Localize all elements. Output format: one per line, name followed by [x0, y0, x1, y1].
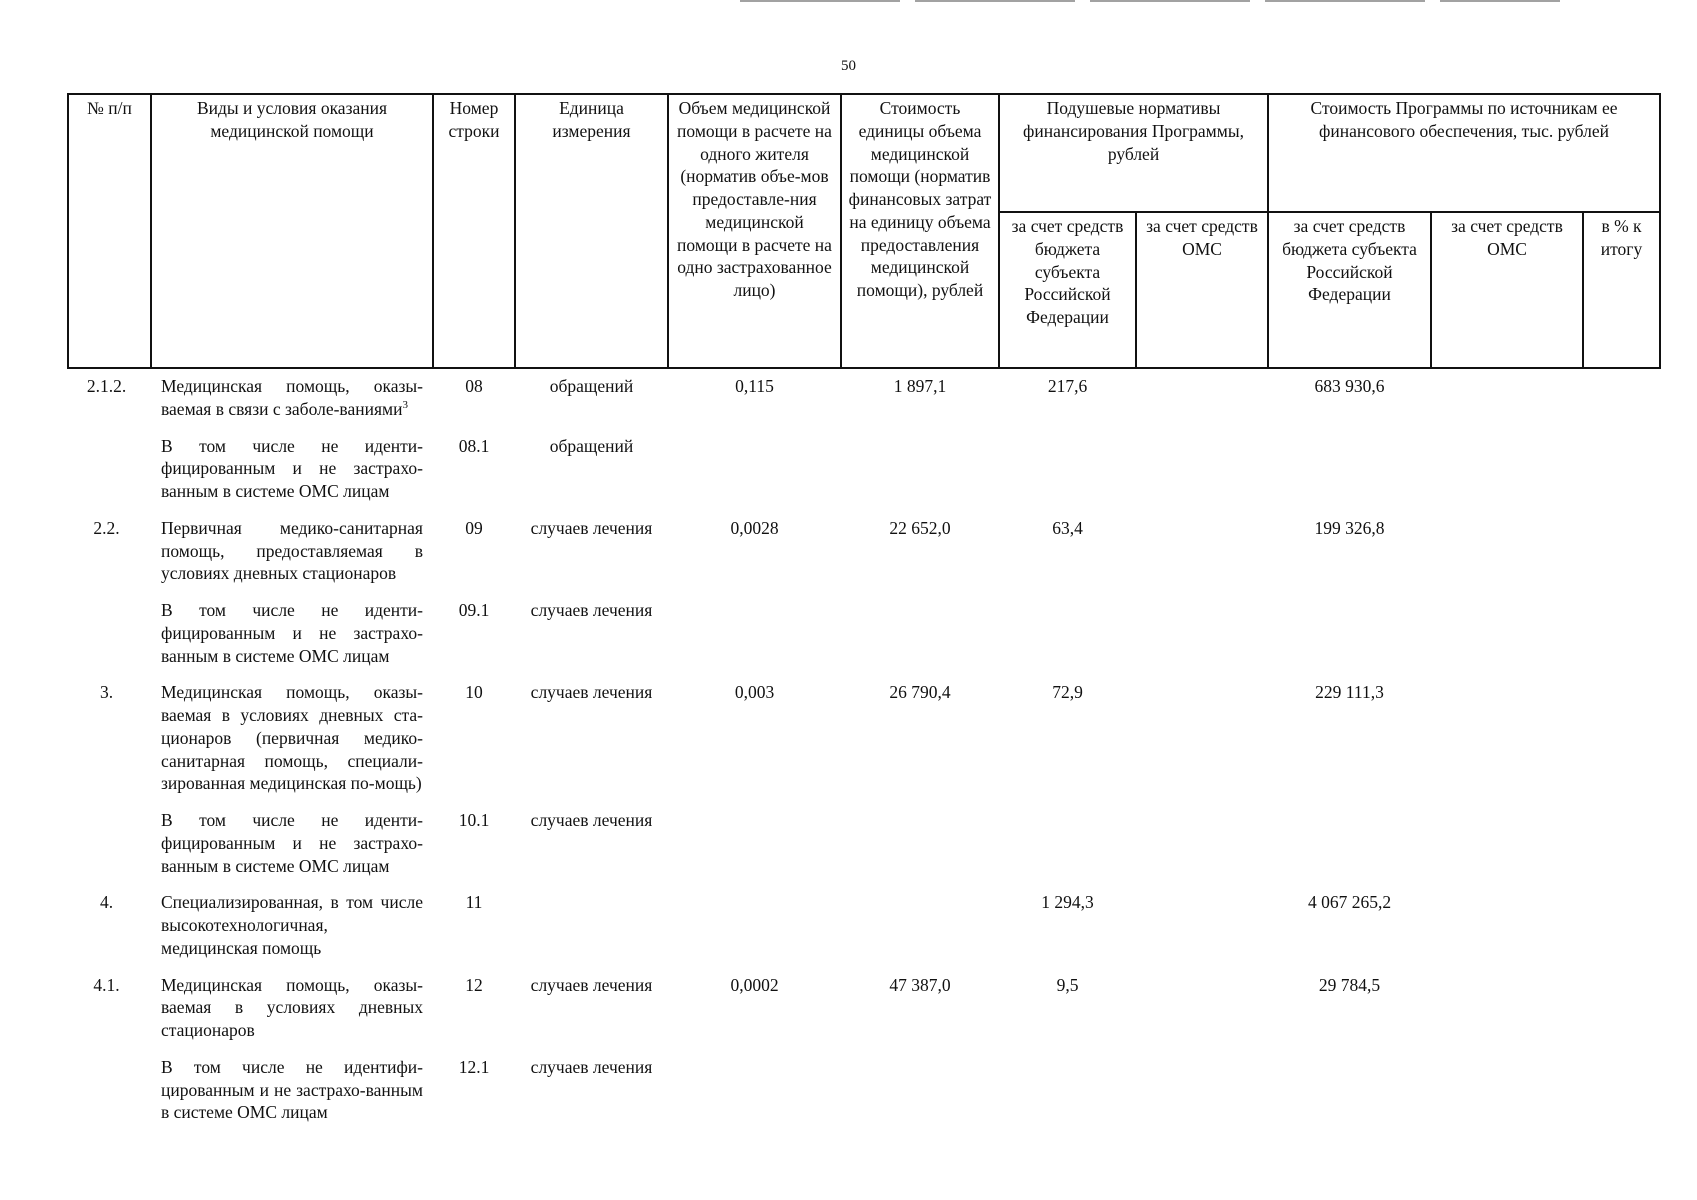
cell-num-text: 4.1.: [93, 974, 120, 995]
cell-prog-budget: [1268, 511, 1431, 593]
cell-pc-budget: [999, 429, 1136, 511]
cell-unit-text: случаев лечения: [530, 810, 653, 830]
cell-volume: [668, 593, 841, 675]
cell-prog-budget: [1268, 968, 1431, 1050]
cell-prog-budget: [1268, 368, 1431, 429]
cell-volume: [668, 429, 841, 511]
cell-cost-text: 26 790,4: [889, 682, 951, 703]
cell-desc: [151, 429, 433, 511]
cell-prog-pct: [1583, 803, 1660, 885]
cell-prog-pct: [1583, 968, 1660, 1050]
cell-desc-text: В том числе не иденти-фицированным и не застрахо-ванным в системе ОМС лицам: [161, 810, 423, 876]
cell-prog-oms: [1431, 368, 1583, 429]
cell-desc: [151, 593, 433, 675]
cell-prog-budget: [1268, 593, 1431, 675]
cell-row-number: [433, 368, 515, 429]
cell-pc-oms: [1136, 675, 1268, 803]
cell-row-number: [433, 511, 515, 593]
cell-pc-budget: [999, 968, 1136, 1050]
cell-cost-text: 1 897,1: [893, 376, 947, 396]
cell-prog-budget: [1268, 675, 1431, 803]
cell-num: [68, 1050, 151, 1132]
cell-desc: [151, 968, 433, 1050]
cell-pc-budget: [999, 675, 1136, 803]
cell-num: [68, 368, 151, 429]
cell-cost-text: 22 652,0: [889, 517, 951, 538]
cell-prog-oms: [1431, 511, 1583, 593]
footnote-marker: 3: [402, 398, 408, 411]
cell-desc: [151, 1050, 433, 1132]
cell-cost: [841, 968, 999, 1050]
header-kind: Виды и условия оказания медицинской помощи: [151, 94, 433, 368]
table-row: [68, 968, 1660, 1050]
cell-prog-oms: [1431, 1050, 1583, 1132]
cell-pc-oms: [1136, 368, 1268, 429]
cell-volume: [668, 968, 841, 1050]
cell-row-number-text: 08: [465, 376, 483, 396]
cell-volume: [668, 1050, 841, 1132]
cell-volume-text: 0,0002: [730, 974, 779, 995]
cell-unit: [515, 429, 668, 511]
cell-num: [68, 593, 151, 675]
cell-pc-budget-text: 9,5: [1056, 974, 1079, 995]
cell-desc-text: В том числе не иденти-фицированным и не застрахо-ванным в системе ОМС лицам: [161, 435, 423, 501]
cell-unit-text: случаев лечения: [530, 1056, 653, 1077]
cell-prog-oms: [1431, 593, 1583, 675]
cell-prog-pct: [1583, 1050, 1660, 1132]
cell-num-text: 2.1.2.: [86, 376, 127, 396]
table-row: [68, 885, 1660, 967]
cell-desc: [151, 803, 433, 885]
header-unit: Единица измерения: [515, 94, 668, 368]
cell-prog-budget: [1268, 803, 1431, 885]
cell-cost: [841, 368, 999, 429]
cell-unit: [515, 1050, 668, 1132]
cell-num: [68, 511, 151, 593]
cell-desc-text: Специализированная, в том числе высокотехнологичная, медицинская помощь: [161, 892, 423, 958]
cell-row-number: [433, 803, 515, 885]
cell-pc-budget-text: 1 294,3: [1041, 892, 1094, 913]
cell-unit-text: случаев лечения: [530, 682, 653, 703]
cell-pc-budget: [999, 803, 1136, 885]
cell-unit: [515, 368, 668, 429]
cell-num-text: 3.: [99, 682, 114, 703]
cell-pc-oms: [1136, 511, 1268, 593]
header-cost-unit: Стоимость единицы объема медицинской помощи (норматив финансовых затрат на единицу объема предоставления медицинской помощи), рублей: [841, 94, 999, 368]
cell-volume: [668, 511, 841, 593]
cell-desc: [151, 885, 433, 967]
cell-unit: [515, 593, 668, 675]
cell-prog-pct: [1583, 675, 1660, 803]
cell-row-number: [433, 885, 515, 967]
cell-prog-budget: [1268, 1050, 1431, 1132]
header-prog-oms: за счет средств ОМС: [1431, 212, 1583, 368]
cell-unit: [515, 675, 668, 803]
cell-desc: [151, 675, 433, 803]
cell-num: [68, 968, 151, 1050]
program-cost-table: [67, 93, 1661, 1132]
cell-unit-text: случаев лечения: [530, 974, 653, 995]
cell-row-number-text: 09: [465, 517, 483, 538]
table-body: [68, 368, 1660, 1132]
table-row: [68, 593, 1660, 675]
cell-desc: [151, 368, 433, 429]
cell-num: [68, 885, 151, 967]
cell-desc-text: Медицинская помощь, оказы-ваемая в условиях дневных стационаров: [161, 974, 423, 1040]
cell-row-number: [433, 968, 515, 1050]
cell-unit: [515, 885, 668, 967]
header-prog-pct: в % к итогу: [1583, 212, 1660, 368]
cell-pc-budget: [999, 511, 1136, 593]
cell-unit: [515, 511, 668, 593]
cell-volume: [668, 803, 841, 885]
cell-prog-budget-text: 29 784,5: [1318, 974, 1381, 995]
cell-row-number: [433, 429, 515, 511]
cell-row-number: [433, 593, 515, 675]
cell-pc-budget: [999, 885, 1136, 967]
cell-prog-budget-text: 199 326,8: [1314, 517, 1385, 538]
cell-num-text: 2.2.: [93, 517, 120, 538]
cell-row-number-text: 12.1: [458, 1056, 490, 1077]
cell-prog-pct: [1583, 511, 1660, 593]
cell-unit-text: случаев лечения: [530, 600, 653, 620]
cell-prog-pct: [1583, 429, 1660, 511]
cell-volume: [668, 368, 841, 429]
cell-cost: [841, 593, 999, 675]
cell-prog-budget: [1268, 885, 1431, 967]
cell-pc-oms: [1136, 429, 1268, 511]
cell-volume: [668, 675, 841, 803]
cell-prog-budget-text: 229 111,3: [1315, 682, 1384, 703]
cell-cost: [841, 511, 999, 593]
cell-prog-budget-text: 4 067 265,2: [1307, 892, 1392, 913]
cell-pc-budget: [999, 593, 1136, 675]
cell-prog-oms: [1431, 429, 1583, 511]
cell-volume: [668, 885, 841, 967]
cell-prog-pct: [1583, 885, 1660, 967]
cell-prog-oms: [1431, 885, 1583, 967]
cell-num-text: 4.: [99, 892, 114, 913]
table-row: [68, 675, 1660, 803]
cell-cost: [841, 675, 999, 803]
header-num: № п/п: [68, 94, 151, 368]
cell-volume-text: 0,003: [734, 682, 775, 703]
cell-num: [68, 429, 151, 511]
cell-row-number: [433, 1050, 515, 1132]
table-row: [68, 429, 1660, 511]
header-pc-oms: за счет средств ОМС: [1136, 212, 1268, 368]
cell-row-number-text: 10.1: [458, 810, 490, 830]
cell-unit: [515, 803, 668, 885]
cell-desc-text: Медицинская помощь, оказы-ваемая в условиях дневных ста-ционаров (первичная медико-санитарная помощь, специали-зированная медицинская по-мощь): [161, 682, 423, 794]
cell-pc-budget-text: 72,9: [1052, 682, 1083, 703]
cell-prog-oms: [1431, 675, 1583, 803]
cell-cost: [841, 1050, 999, 1132]
cell-cost: [841, 429, 999, 511]
cell-prog-budget: [1268, 429, 1431, 511]
cell-row-number-text: 09.1: [458, 600, 490, 620]
cell-row-number-text: 12: [465, 974, 483, 995]
cell-desc-text: Медицинская помощь, оказы-ваемая в связи с заболе-ваниями: [161, 376, 423, 419]
cell-prog-pct: [1583, 368, 1660, 429]
header-program-cost: Стоимость Программы по источникам ее финансового обеспечения, тыс. рублей: [1268, 94, 1660, 212]
header-per-capita: Подушевые нормативы финансирования Программы, рублей: [999, 94, 1268, 212]
cell-row-number-text: 11: [465, 892, 483, 913]
header-row-number: Номер строки: [433, 94, 515, 368]
page-number: 50: [841, 58, 856, 74]
cell-unit-text: обращений: [549, 435, 634, 456]
cell-desc: [151, 511, 433, 593]
cell-pc-oms: [1136, 1050, 1268, 1132]
cell-num: [68, 803, 151, 885]
cell-unit: [515, 968, 668, 1050]
cell-desc-text: Первичная медико-санитарная помощь, предоставляемая в условиях дневных стационаров: [161, 517, 423, 584]
cell-pc-budget: [999, 1050, 1136, 1132]
scan-artifact-line: [740, 0, 1560, 2]
cell-cost-text: 47 387,0: [889, 974, 951, 995]
header-volume: Объем медицинской помощи в расчете на одного жителя (норматив объе-мов предоставле-ния медицинской помощи в расчете на одно застрахованное лицо): [668, 94, 841, 368]
cell-pc-budget-text: 63,4: [1052, 517, 1083, 538]
cell-desc-text: В том числе не иденти-фицированным и не застрахо-ванным в системе ОМС лицам: [161, 600, 423, 666]
cell-pc-oms: [1136, 803, 1268, 885]
table-row: [68, 368, 1660, 429]
header-prog-budget: за счет средств бюджета субъекта Российской Федерации: [1268, 212, 1431, 368]
cell-volume-text: 0,0028: [730, 517, 779, 538]
cell-row-number-text: 10: [465, 682, 483, 703]
cell-unit-text: обращений: [549, 376, 634, 396]
cell-prog-budget-text: 683 930,6: [1314, 376, 1385, 396]
cell-pc-oms: [1136, 885, 1268, 967]
cell-desc-text: В том числе не идентифи-цированным и не застрахо-ванным в системе ОМС лицам: [161, 1056, 423, 1123]
cell-unit-text: случаев лечения: [530, 517, 653, 538]
cell-pc-oms: [1136, 968, 1268, 1050]
cell-cost: [841, 885, 999, 967]
cell-pc-budget: [999, 368, 1136, 429]
cell-cost: [841, 803, 999, 885]
cell-prog-pct: [1583, 593, 1660, 675]
cell-prog-oms: [1431, 803, 1583, 885]
table-row: [68, 803, 1660, 885]
cell-volume-text: 0,115: [735, 376, 774, 396]
header-pc-budget: за счет средств бюджета субъекта Российской Федерации: [999, 212, 1136, 368]
cell-prog-oms: [1431, 968, 1583, 1050]
table-row: [68, 511, 1660, 593]
table-row: [68, 1050, 1660, 1132]
cell-pc-budget-text: 217,6: [1047, 376, 1088, 396]
cell-num: [68, 675, 151, 803]
cell-row-number: [433, 675, 515, 803]
cell-row-number-text: 08.1: [458, 435, 490, 456]
cell-pc-oms: [1136, 593, 1268, 675]
